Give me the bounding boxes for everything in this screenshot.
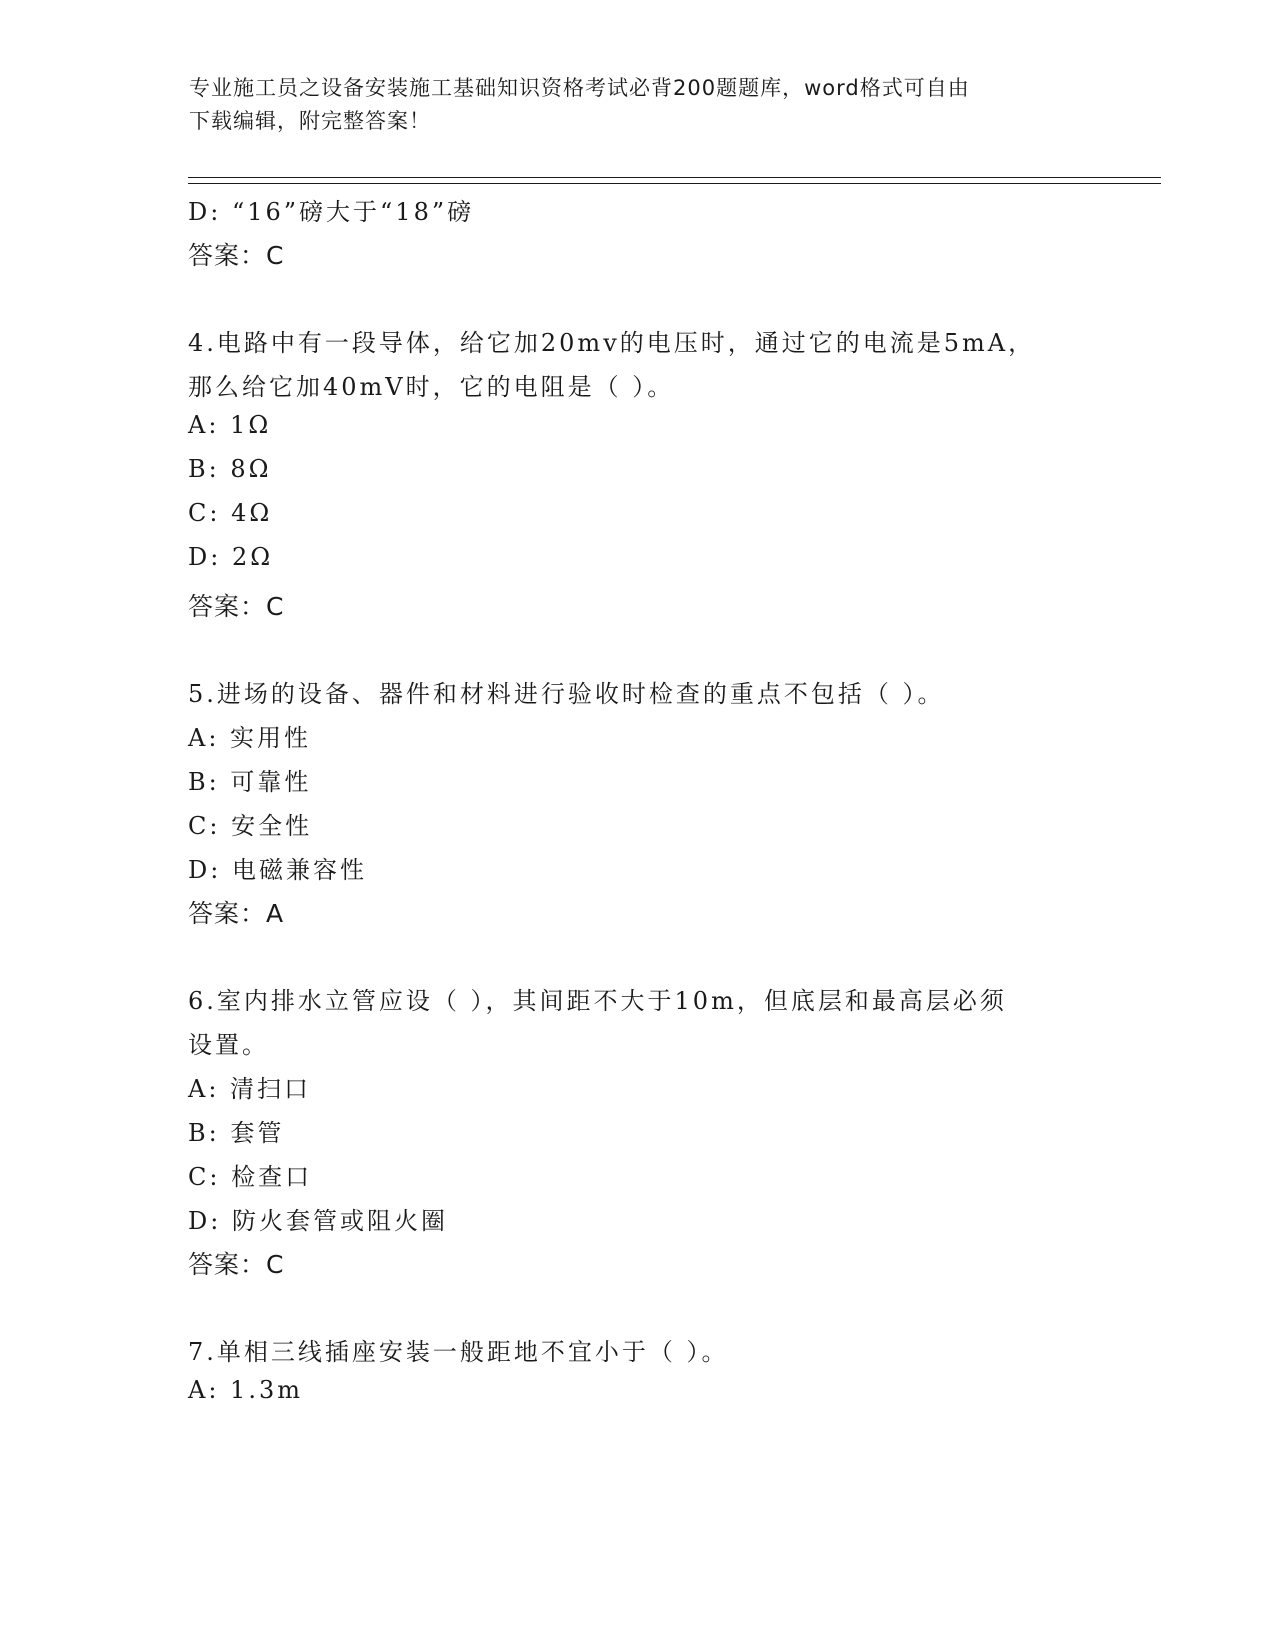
q6-stem-line-2: 设置。 bbox=[188, 1031, 269, 1059]
header-line-1: 专业施工员之设备安装施工基础知识资格考试必背200题题库，word格式可自由 bbox=[189, 76, 970, 100]
q4-option-a: A: 1Ω bbox=[188, 411, 272, 439]
q5-stem-line-1: 5.进场的设备、器件和材料进行验收时检查的重点不包括（ ）。 bbox=[188, 680, 945, 708]
q4-stem-line-2: 那么给它加40mV时，它的电阻是（ ）。 bbox=[188, 373, 675, 401]
header-divider-top bbox=[188, 177, 1161, 178]
q5-option-d: D: 电磁兼容性 bbox=[188, 856, 367, 884]
q6-answer: 答案：C bbox=[188, 1250, 285, 1279]
header-divider-bottom bbox=[188, 183, 1161, 184]
page-header bbox=[189, 72, 1089, 138]
q6-option-c: C: 检查口 bbox=[188, 1163, 313, 1191]
q5-option-c: C: 安全性 bbox=[188, 812, 313, 840]
q3-option-d: D: “16”磅大于“18”磅 bbox=[188, 198, 475, 226]
q7-stem-line-1: 7.单相三线插座安装一般距地不宜小于（ ）。 bbox=[188, 1338, 729, 1366]
q6-option-b: B: 套管 bbox=[188, 1119, 285, 1147]
q4-option-d: D: 2Ω bbox=[188, 543, 274, 571]
q6-stem-line-1: 6.室内排水立管应设（ ），其间距不大于10m，但底层和最高层必须 bbox=[188, 987, 1007, 1015]
q6-option-d: D: 防火套管或阻火圈 bbox=[188, 1207, 448, 1235]
q6-option-a: A: 清扫口 bbox=[188, 1075, 312, 1103]
header-line-2: 下载编辑，附完整答案！ bbox=[189, 109, 431, 133]
q3-answer: 答案：C bbox=[188, 241, 285, 270]
q4-answer: 答案：C bbox=[188, 592, 285, 621]
q5-option-b: B: 可靠性 bbox=[188, 768, 312, 796]
q4-option-c: C: 4Ω bbox=[188, 499, 273, 527]
q5-option-a: A: 实用性 bbox=[188, 724, 312, 752]
q4-stem-line-1: 4.电路中有一段导体，给它加20mv的电压时，通过它的电流是5mA， bbox=[188, 329, 1036, 357]
q4-option-b: B: 8Ω bbox=[188, 455, 272, 483]
q5-answer: 答案：A bbox=[188, 899, 285, 928]
q7-option-a: A: 1.3m bbox=[188, 1376, 303, 1404]
